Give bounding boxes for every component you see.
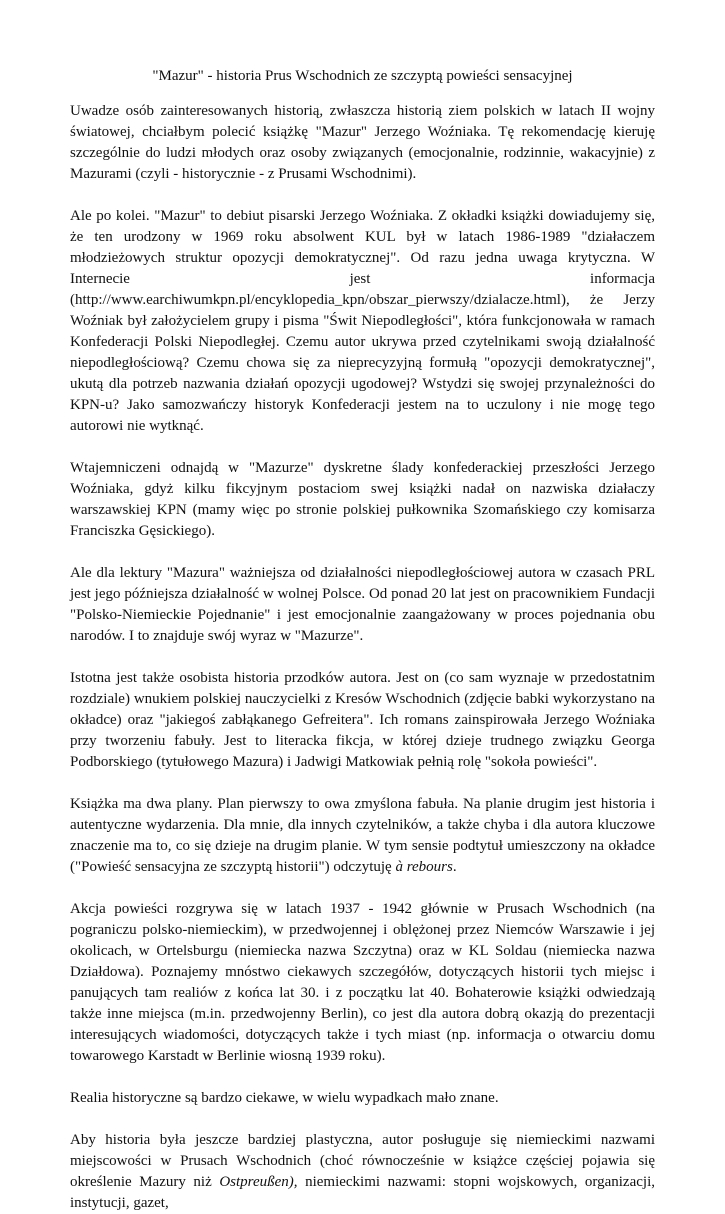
paragraph-9 [70,1130,655,1214]
paragraph-4 [70,563,655,647]
paragraph-3 [70,458,655,542]
paragraph-text: Ale po kolei. "Mazur" to debiut pisarski Jerzego Woźniaka. Z okładki książki dowiadujemy się, że ten urodzony w 1969 roku absolwent KUL był w latach 1986-1989 "działaczem młodzieżowych struktur opozycji demokratycznej". Od razu jedna uwaga krytyczna. W Internecie jest informacja (http://www.earchiwumkpn.pl/encyklopedia_kpn/obszar_pierwszy/dzialacze.html), że Jerzy Woźniak był założycielem grupy i pisma "Świt Niepodległości", która funkcjonowała w ramach Konfederacji Polski Niepodległej. Czemu autor ukrywa przed czytelnikami swoją działalność niepodległościową? Czemu chowa się za nieprecyzyjną formułą "opozycji demokratycznej", ukutą dla potrzeb nazwania działań opozycji ugodowej? Wstydzi się swojej przynależności do KPN-u? Jako samozwańczy historyk Konfederacji jestem na to uczulony i nie mogę tego autorowi nie wytknąć. [70,208,655,434]
paragraph-2 [70,206,655,437]
paragraph-text: Uwadze osób zainteresowanych historią, zwłaszcza historią ziem polskich w latach II wojny światowej, chciałbym polecić książkę "Mazur" Jerzego Woźniaka. Tę rekomendację kieruję szczególnie do ludzi młodych oraz osoby związanych (emocjonalnie, rodzinnie, wakacyjnie) z Mazurami (czyli - historycznie - z Prusami Wschodnimi). [70,103,655,182]
italic-phrase: Ostpreußen), [219,1174,298,1190]
document-title: "Mazur" - historia Prus Wschodnich ze szczyptą powieści sensacyjnej [152,68,573,84]
paragraph-5 [70,668,655,773]
paragraph-1 [70,101,655,185]
paragraph-text: Wtajemniczeni odnajdą w "Mazurze" dyskretne ślady konfederackiej przeszłości Jerzego Woźniaka, gdyż kilku fikcyjnym postaciom swej książki nadał on nazwiska działaczy warszawskiej KPN (mamy więc po stronie polskiej pułkownika Szomańskiego czy komisarza Franciszka Gęsickiego). [70,460,655,539]
paragraph-tail: . [452,859,457,875]
paragraph-text: Ale dla lektury "Mazura" ważniejsza od działalności niepodległościowej autora w czasach PRL jest jego późniejsza działalność w wolnej Polsce. Od ponad 20 lat jest on pracownikiem Fundacji "Polsko-Niemieckie Pojednanie" i jest emocjonalnie zaangażowany w proces pojednania obu narodów. I to znajduje swój wyraz w "Mazurze". [70,565,655,644]
paragraph-8 [70,1088,655,1109]
paragraph-tail: niemieckimi nazwami: stopni wojskowych, organizacji, instytucji, gazet, [70,1174,655,1211]
paragraph-text: Akcja powieści rozgrywa się w latach 1937 - 1942 głównie w Prusach Wschodnich (na pograniczu polsko-niemieckim), w przedwojennej i oblężonej przez Niemców Warszawie i jej okolicach, w Ortelsburgu (niemiecka nazwa Szczytna) oraz w KL Soldau (niemiecka nazwa Działdowa). Poznajemy mnóstwo ciekawych szczegółów, dotyczących historii tych miejsc i panujących tam realiów z końca lat 30. i z początku lat 40. Bohaterowie książki odwiedzają także inne miejsca (m.in. przedwojenny Berlin), co jest dla autora dobrą okazją do prezentacji interesujących wiadomości, dotyczących także i tych miast (np. informacja o otwarciu domu towarowego Karstadt w Berlinie wiosną 1939 roku). [70,901,655,1064]
paragraph-text: Istotna jest także osobista historia przodków autora. Jest on (co sam wyznaje w przedostatnim rozdziale) wnukiem polskiej nauczycielki z Kresów Wschodnich (zdjęcie babki wykorzystano na okładce) oraz "jakiegoś zabłąkanego Gefreitera". Ich romans zainspirowała Jerzego Woźniaka przy tworzeniu fabuły. Jest to literacka fikcja, w której dzieje trudnego związku Georga Podborskiego (tytułowego Mazura) i Jadwigi Matkowiak pełnią rolę "sokoła powieści". [70,670,655,770]
italic-phrase: à rebours [395,859,453,875]
paragraph-7 [70,899,655,1067]
paragraph-6 [70,794,655,878]
paragraph-text: Książka ma dwa plany. Plan pierwszy to owa zmyślona fabuła. Na planie drugim jest historia i autentyczne wydarzenia. Dla mnie, dla innych czytelników, a także chyba i dla autora kluczowe znaczenie ma to, co się dzieje na drugim planie. W tym sensie podtytuł umieszczony na okładce ("Powieść sensacyjna ze szczyptą historii") odczytuję [70,796,655,875]
paragraph-text: Realia historyczne są bardzo ciekawe, w wielu wypadkach mało znane. [70,1090,499,1106]
paragraph-text: Aby historia była jeszcze bardziej plastyczna, autor posługuje się niemieckimi nazwami miejscowości w Prusach Wschodnich (choć równocześnie w książce częściej pojawia się określenie Mazury niż [70,1132,655,1190]
